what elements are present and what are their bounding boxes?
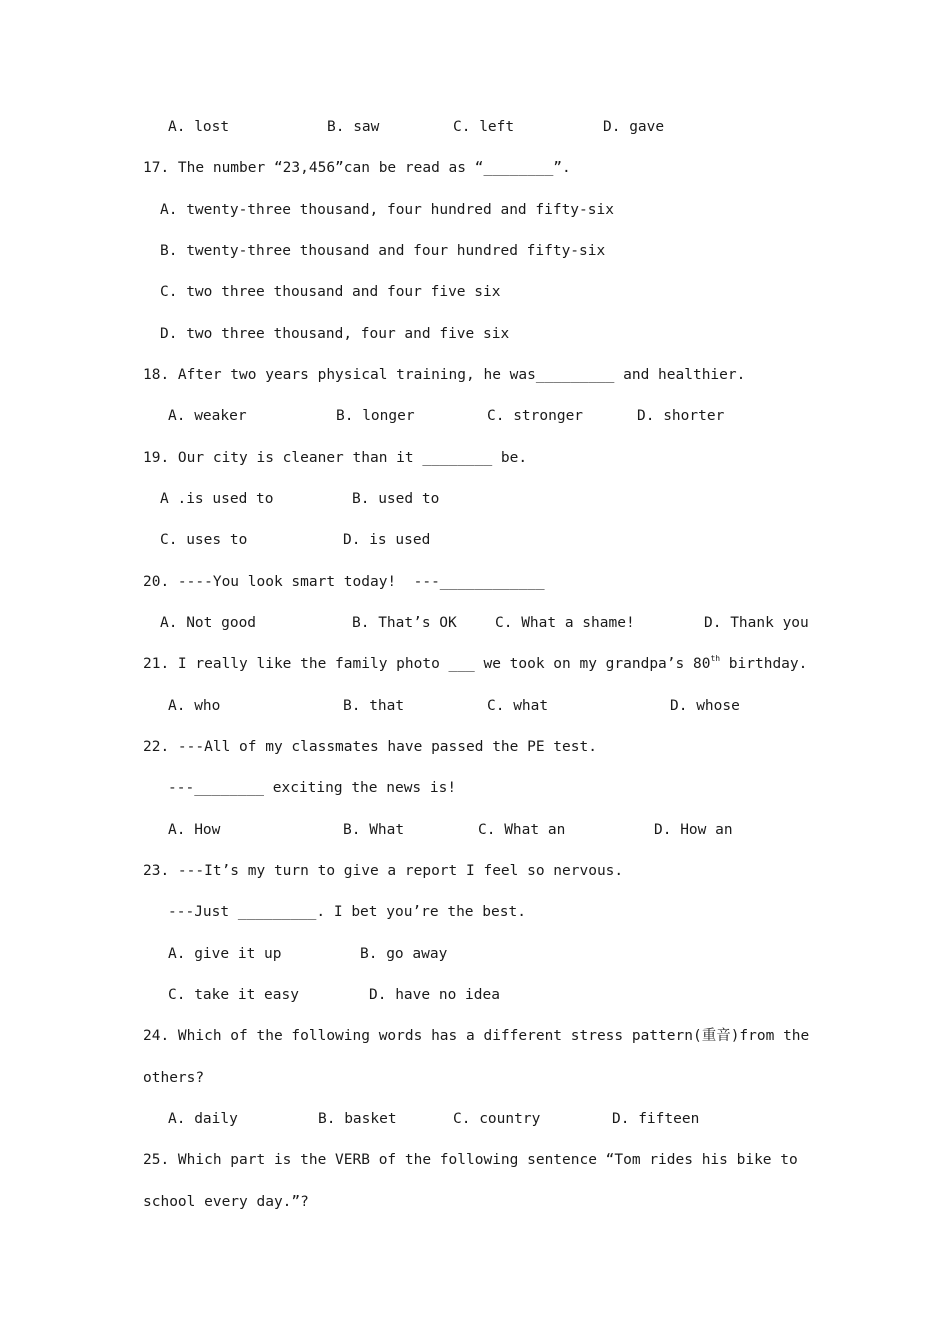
q23-option-a: A. give it up <box>168 946 282 962</box>
q23-option-b: B. go away <box>360 946 448 962</box>
q20-option-b: B. That’s OK <box>352 615 457 631</box>
q18-option-b: B. longer <box>336 408 415 424</box>
q24-option-d: D. fifteen <box>612 1111 700 1127</box>
q17-stem: 17. The number “23,456”can be read as “________”. <box>143 160 571 176</box>
q16-option-b: B. saw <box>327 119 380 135</box>
q19-option-a: A .is used to <box>160 491 274 507</box>
q18-stem: 18. After two years physical training, he was_________ and healthier. <box>143 367 746 383</box>
q20-option-c: C. What a shame! <box>495 615 635 631</box>
q23-option-c: C. take it easy <box>168 987 299 1003</box>
q16-option-c: C. left <box>453 119 515 135</box>
q21-option-d: D. whose <box>670 698 740 714</box>
q21-stem-end: birthday. <box>720 656 808 672</box>
q21-stem <box>143 655 807 673</box>
q18-option-c: C. stronger <box>487 408 584 424</box>
q24-stem: 24. Which of the following words has a different stress pattern(重音)from the <box>143 1028 810 1044</box>
q24-option-b: B. basket <box>318 1111 397 1127</box>
q22-response: ---________ exciting the news is! <box>168 780 457 796</box>
q17-option-a: A. twenty-three thousand, four hundred and fifty-six <box>160 202 614 218</box>
q22-option-a: A. How <box>168 822 221 838</box>
q25-stem-continued: school every day.”? <box>143 1194 309 1210</box>
q22-option-b: B. What <box>343 822 405 838</box>
q24-option-c: C. country <box>453 1111 541 1127</box>
q17-option-d: D. two three thousand, four and five six <box>160 326 510 342</box>
q20-stem: 20. ----You look smart today! ---____________ <box>143 574 545 590</box>
q17-option-c: C. two three thousand and four five six <box>160 284 501 300</box>
q25-stem: 25. Which part is the VERB of the following sentence “Tom rides his bike to <box>143 1152 798 1168</box>
q21-option-c: C. what <box>487 698 549 714</box>
q21-stem-superscript: th <box>710 654 721 663</box>
q18-option-d: D. shorter <box>637 408 725 424</box>
q20-option-d: D. Thank you <box>704 615 809 631</box>
q17-option-b: B. twenty-three thousand and four hundred fifty-six <box>160 243 606 259</box>
q20-option-a: A. Not good <box>160 615 257 631</box>
q16-option-a: A. lost <box>168 119 230 135</box>
q16-option-d: D. gave <box>603 119 665 135</box>
q19-option-c: C. uses to <box>160 532 248 548</box>
q24-option-a: A. daily <box>168 1111 238 1127</box>
q19-option-d: D. is used <box>343 532 431 548</box>
q23-option-d: D. have no idea <box>369 987 500 1003</box>
q22-option-c: C. What an <box>478 822 566 838</box>
q18-option-a: A. weaker <box>168 408 247 424</box>
q21-option-b: B. that <box>343 698 405 714</box>
q19-option-b: B. used to <box>352 491 440 507</box>
q21-stem-text: 21. I really like the family photo ___ we took on my grandpa’s 80 <box>143 656 711 672</box>
q23-response: ---Just _________. I bet you’re the best. <box>168 904 526 920</box>
q21-option-a: A. who <box>168 698 221 714</box>
q24-stem-continued: others? <box>143 1070 205 1086</box>
q22-option-d: D. How an <box>654 822 733 838</box>
q22-stem: 22. ---All of my classmates have passed the PE test. <box>143 739 597 755</box>
q23-stem: 23. ---It’s my turn to give a report I feel so nervous. <box>143 863 624 879</box>
q19-stem: 19. Our city is cleaner than it ________ be. <box>143 450 528 466</box>
